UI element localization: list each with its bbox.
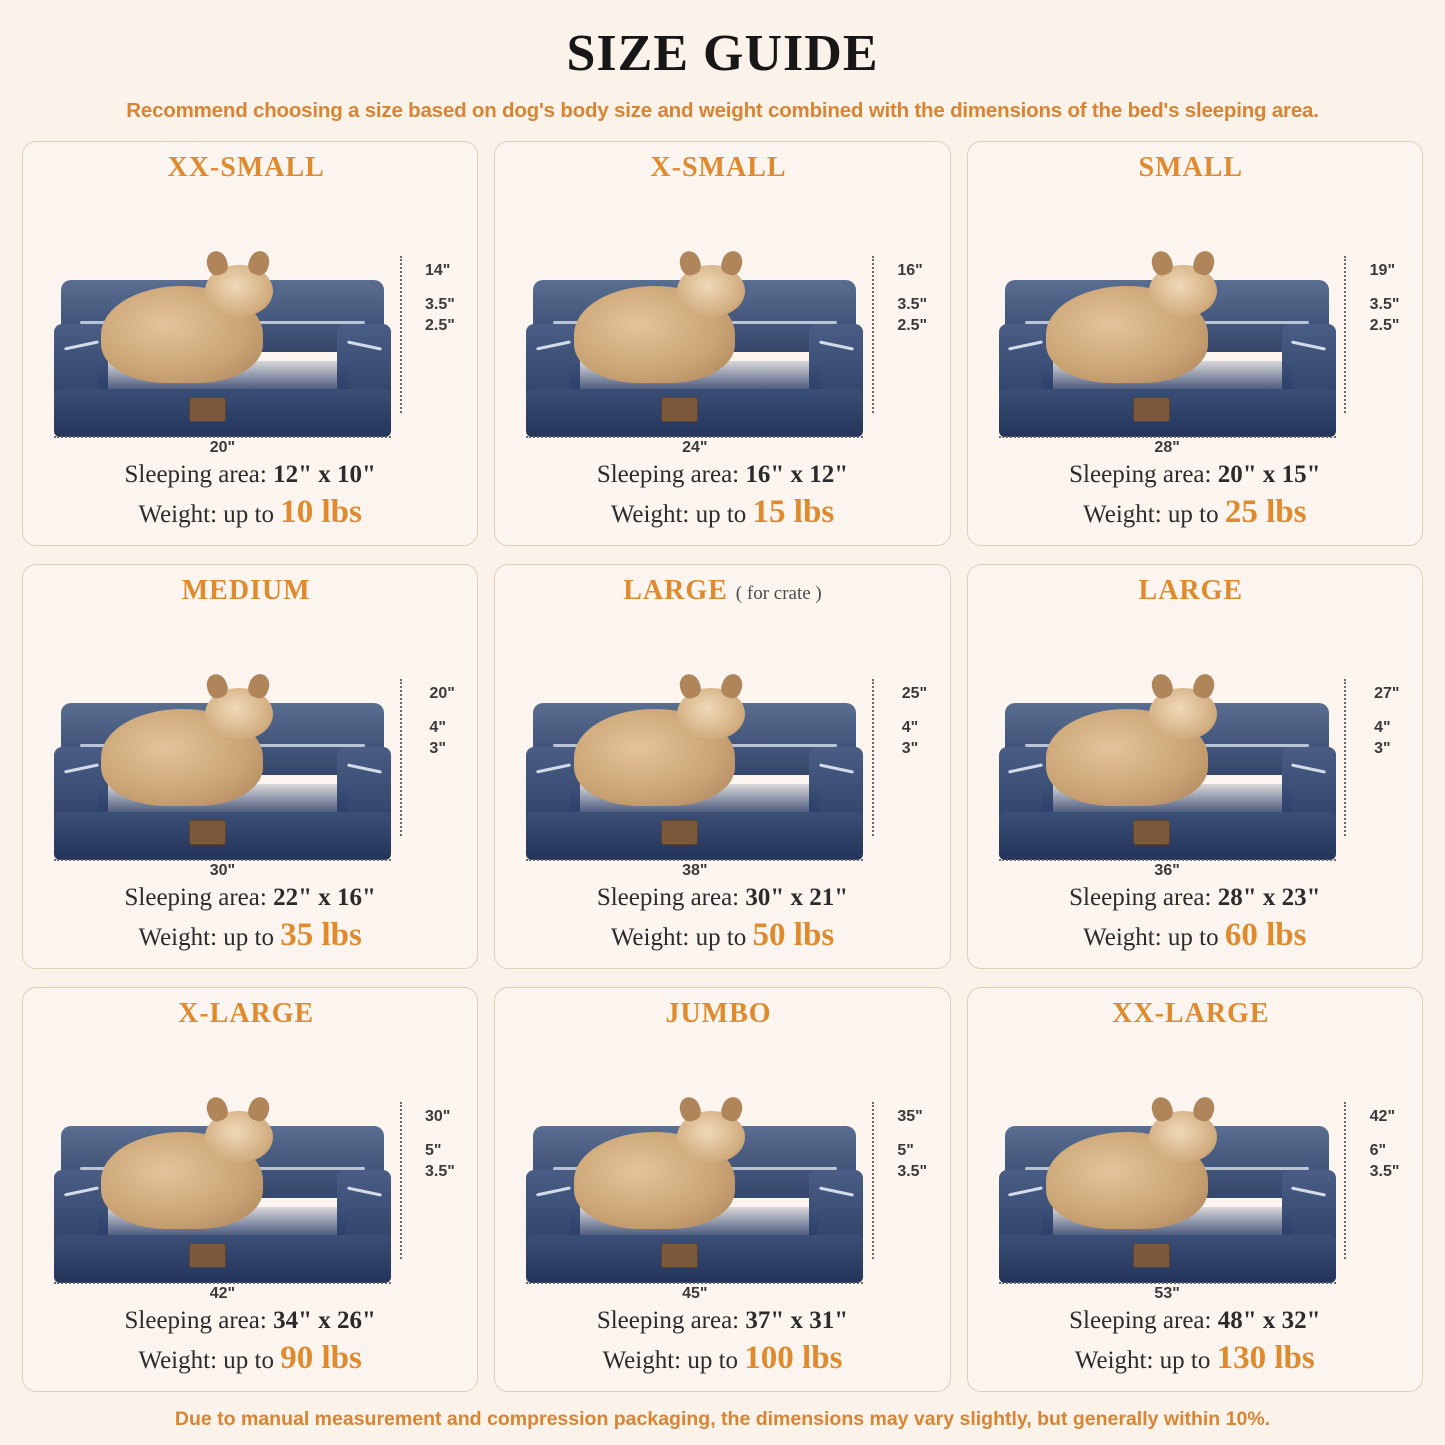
bed-brand-tag xyxy=(1133,820,1170,845)
bed-brand-tag xyxy=(661,1243,698,1268)
dimension-heights xyxy=(1370,1108,1400,1181)
dimension-guide-line xyxy=(872,679,874,836)
dog-head xyxy=(677,1111,745,1164)
weight-line xyxy=(982,492,1408,533)
size-name: JUMBO xyxy=(665,998,772,1029)
sleeping-area-line xyxy=(509,1305,935,1336)
size-card-specs xyxy=(37,882,463,957)
dog-ear-right xyxy=(719,671,746,700)
sleeping-area-line xyxy=(509,882,935,913)
size-card-specs xyxy=(509,459,935,534)
dimension-heights xyxy=(902,685,927,758)
sleeping-area-label: Sleeping area: xyxy=(1069,460,1218,488)
dimension-bolster-height: 4" xyxy=(901,719,919,737)
dimension-heights xyxy=(425,1108,455,1181)
weight-prefix: up to xyxy=(223,500,281,528)
dog-bed-graphic xyxy=(999,1126,1336,1283)
sleeping-area-label: Sleeping area: xyxy=(124,460,274,488)
dimension-length: 38" xyxy=(526,859,863,880)
sleeping-area-line xyxy=(37,459,463,490)
weight-value: 25 lbs xyxy=(1224,493,1307,530)
dimension-heights xyxy=(1374,685,1399,758)
dog-ear-left xyxy=(204,671,231,700)
dog-photo-french-bulldog xyxy=(1046,286,1208,383)
sleeping-area-value: 30" x 21" xyxy=(745,883,849,911)
size-card-specs xyxy=(37,1305,463,1380)
size-card-x-small xyxy=(494,141,950,546)
dog-bed-graphic xyxy=(526,280,863,437)
dimension-bolster-height: 6" xyxy=(1369,1142,1387,1160)
dimension-guide-line xyxy=(400,1102,402,1259)
sleeping-area-value: 16" x 12" xyxy=(745,460,849,488)
size-card-grid xyxy=(22,141,1423,1392)
weight-line xyxy=(37,1338,463,1379)
weight-prefix: up to xyxy=(1167,500,1225,528)
dog-ear-right xyxy=(246,671,273,700)
bed-illustration xyxy=(982,1032,1408,1303)
bed-illustration xyxy=(509,186,935,457)
bed-illustration xyxy=(509,609,935,880)
dog-ear-left xyxy=(204,248,231,277)
dog-ear-left xyxy=(676,1094,703,1123)
size-name-suffix: ( for crate ) xyxy=(735,583,822,604)
dog-ear-left xyxy=(1149,248,1176,277)
size-name: XX-LARGE xyxy=(1112,998,1270,1029)
sleeping-area-line xyxy=(37,882,463,913)
dog-bed-graphic xyxy=(999,280,1336,437)
bed-illustration xyxy=(982,609,1408,880)
dimension-heights xyxy=(897,262,927,335)
size-name: XX-SMALL xyxy=(167,152,325,183)
dimension-base-height: 2.5" xyxy=(897,316,928,334)
dimension-guide-line xyxy=(872,256,874,413)
size-card-title xyxy=(665,998,779,1030)
size-card-small xyxy=(967,141,1423,546)
dog-ear-right xyxy=(246,1094,273,1123)
dog-ear-left xyxy=(1149,1094,1176,1123)
weight-label: Weight: xyxy=(138,500,224,528)
dimension-width: 19" xyxy=(1369,261,1396,279)
sleeping-area-value: 22" x 16" xyxy=(273,883,376,911)
dog-photo-golden-retriever xyxy=(101,1132,263,1229)
dimension-heights xyxy=(429,685,454,758)
weight-value: 90 lbs xyxy=(280,1339,362,1376)
weight-label: Weight: xyxy=(138,923,224,951)
dimension-bolster-height: 5" xyxy=(424,1142,442,1160)
dog-head xyxy=(205,1111,273,1164)
dog-head xyxy=(677,688,745,741)
dimension-guide-line xyxy=(1344,256,1346,413)
dimension-bolster-height: 3.5" xyxy=(1369,296,1400,314)
sleeping-area-label: Sleeping area: xyxy=(124,883,274,911)
dimension-width: 27" xyxy=(1374,684,1400,702)
bed-brand-tag xyxy=(1133,1243,1170,1268)
dog-head xyxy=(1149,265,1217,318)
size-card-specs xyxy=(982,1305,1408,1380)
weight-line xyxy=(509,1338,935,1379)
sleeping-area-line xyxy=(509,459,935,490)
size-card-specs xyxy=(982,882,1408,957)
weight-line xyxy=(37,492,463,533)
size-card-title xyxy=(1112,998,1277,1030)
weight-prefix: up to xyxy=(695,923,753,951)
dog-photo-cat-ragdoll xyxy=(101,286,263,383)
page-title: SIZE GUIDE xyxy=(566,25,879,82)
weight-value: 130 lbs xyxy=(1216,1339,1315,1376)
sleeping-area-label: Sleeping area: xyxy=(596,460,746,488)
dog-head xyxy=(205,688,273,741)
bed-brand-tag xyxy=(189,397,226,422)
dimension-base-height: 3.5" xyxy=(897,1162,928,1180)
bed-brand-tag xyxy=(661,397,698,422)
dimension-width: 35" xyxy=(897,1107,923,1125)
dimension-bolster-height: 4" xyxy=(1374,719,1391,737)
weight-line xyxy=(982,915,1408,956)
size-card-large xyxy=(967,564,1423,969)
size-card-title xyxy=(623,575,822,607)
dog-ear-right xyxy=(1191,1094,1218,1123)
dog-photo-shih-tzu xyxy=(574,286,736,383)
dog-ear-right xyxy=(719,248,746,277)
dimension-width: 30" xyxy=(424,1107,451,1125)
dimension-base-height: 3" xyxy=(1374,739,1391,757)
sleeping-area-label: Sleeping area: xyxy=(1069,883,1218,911)
sleeping-area-value: 12" x 10" xyxy=(273,460,376,488)
weight-label: Weight: xyxy=(1083,500,1168,528)
dog-ear-right xyxy=(1191,248,1218,277)
dog-bed-graphic xyxy=(54,280,391,437)
dimension-length: 30" xyxy=(54,859,391,880)
dimension-length: 20" xyxy=(54,436,391,457)
dimension-base-height: 2.5" xyxy=(1369,316,1400,334)
dimension-base-height: 2.5" xyxy=(424,316,455,334)
dog-ear-right xyxy=(1191,671,1218,700)
size-card-title xyxy=(182,575,319,607)
size-card-title xyxy=(178,998,322,1030)
weight-line xyxy=(509,915,935,956)
weight-line xyxy=(509,492,935,533)
dimension-guide-line xyxy=(1344,1102,1346,1259)
weight-label: Weight: xyxy=(610,500,696,528)
sleeping-area-label: Sleeping area: xyxy=(596,1306,746,1334)
sleeping-area-label: Sleeping area: xyxy=(124,1306,274,1334)
size-card-title xyxy=(167,152,332,184)
page-subtitle: Recommend choosing a size based on dog's body size and weight combined with the dimensions of the bed's sleeping area. xyxy=(126,99,1319,122)
bed-illustration xyxy=(982,186,1408,457)
dimension-length: 28" xyxy=(999,436,1336,457)
size-card-specs xyxy=(982,459,1408,534)
bed-illustration xyxy=(37,609,463,880)
dimension-base-height: 3.5" xyxy=(424,1162,455,1180)
weight-value: 35 lbs xyxy=(280,916,362,953)
dog-photo-corgi xyxy=(101,709,263,806)
bed-brand-tag xyxy=(1133,397,1170,422)
dimension-width: 42" xyxy=(1369,1107,1396,1125)
bed-brand-tag xyxy=(189,1243,226,1268)
weight-label: Weight: xyxy=(1074,1346,1160,1374)
sleeping-area-label: Sleeping area: xyxy=(596,883,746,911)
size-card-specs xyxy=(509,882,935,957)
weight-prefix: up to xyxy=(223,1346,281,1374)
size-name: X-LARGE xyxy=(178,998,315,1029)
size-card-x-large xyxy=(22,987,478,1392)
dimension-guide-line xyxy=(872,1102,874,1259)
weight-label: Weight: xyxy=(138,1346,224,1374)
weight-value: 15 lbs xyxy=(752,493,835,530)
sleeping-area-line xyxy=(982,1305,1408,1336)
size-name: LARGE xyxy=(623,575,728,606)
bed-brand-tag xyxy=(189,820,226,845)
dog-bed-graphic xyxy=(54,1126,391,1283)
dog-bed-graphic xyxy=(526,1126,863,1283)
dimension-heights xyxy=(1370,262,1400,335)
dimension-base-height: 3" xyxy=(429,739,446,757)
dog-bed-graphic xyxy=(54,703,391,860)
dimension-guide-line xyxy=(1344,679,1346,836)
weight-prefix: up to xyxy=(1159,1346,1217,1374)
dog-photo-shiba-inu xyxy=(574,709,736,806)
dog-ear-right xyxy=(719,1094,746,1123)
dog-head xyxy=(677,265,745,318)
size-card-title xyxy=(1139,152,1252,184)
dimension-base-height: 3" xyxy=(901,739,919,757)
dimension-heights xyxy=(425,262,455,335)
dog-photo-labrador xyxy=(574,1132,736,1229)
weight-prefix: up to xyxy=(223,923,281,951)
sleeping-area-line xyxy=(982,459,1408,490)
dimension-length: 42" xyxy=(54,1282,391,1303)
size-card-specs xyxy=(37,459,463,534)
sleeping-area-value: 34" x 26" xyxy=(273,1306,376,1334)
dimension-bolster-height: 4" xyxy=(429,719,446,737)
size-card-title xyxy=(1139,575,1252,607)
size-card-title xyxy=(650,152,794,184)
bed-illustration xyxy=(37,1032,463,1303)
weight-value: 10 lbs xyxy=(280,493,362,530)
size-name: X-SMALL xyxy=(650,152,787,183)
dimension-heights xyxy=(897,1108,927,1181)
weight-prefix: up to xyxy=(695,500,753,528)
dog-ear-left xyxy=(1149,671,1176,700)
size-card-xx-small xyxy=(22,141,478,546)
dimension-bolster-height: 5" xyxy=(897,1142,914,1160)
sleeping-area-value: 28" x 23" xyxy=(1217,883,1321,911)
dimension-length: 53" xyxy=(999,1282,1336,1303)
dog-photo-rottweiler xyxy=(1046,1132,1208,1229)
size-card-xx-large xyxy=(967,987,1423,1392)
dimension-width: 20" xyxy=(429,684,455,702)
dimension-guide-line xyxy=(400,679,402,836)
weight-label: Weight: xyxy=(602,1346,688,1374)
size-card-specs xyxy=(509,1305,935,1380)
size-name: SMALL xyxy=(1138,152,1244,183)
dog-head xyxy=(1149,688,1217,741)
weight-value: 100 lbs xyxy=(744,1339,843,1376)
weight-label: Weight: xyxy=(610,923,696,951)
size-name: MEDIUM xyxy=(181,575,311,606)
sleeping-area-value: 48" x 32" xyxy=(1217,1306,1321,1334)
weight-prefix: up to xyxy=(687,1346,745,1374)
dog-photo-border-collie xyxy=(1046,709,1208,806)
dog-head xyxy=(205,265,273,318)
dog-ear-right xyxy=(246,248,273,277)
size-card-jumbo xyxy=(494,987,950,1392)
dimension-length: 24" xyxy=(526,436,863,457)
dimension-bolster-height: 3.5" xyxy=(897,296,928,314)
footnote: Due to manual measurement and compression packaging, the dimensions may vary slightly, but generally within 10%. xyxy=(174,1408,1271,1430)
dog-ear-left xyxy=(204,1094,231,1123)
size-card-medium xyxy=(22,564,478,969)
weight-prefix: up to xyxy=(1167,923,1225,951)
bed-brand-tag xyxy=(661,820,698,845)
dimension-length: 36" xyxy=(999,859,1336,880)
bed-illustration xyxy=(37,186,463,457)
size-card-large xyxy=(494,564,950,969)
weight-line xyxy=(982,1338,1408,1379)
dimension-base-height: 3.5" xyxy=(1369,1162,1400,1180)
sleeping-area-line xyxy=(982,882,1408,913)
weight-line xyxy=(37,915,463,956)
bed-illustration xyxy=(509,1032,935,1303)
dog-ear-left xyxy=(676,671,703,700)
sleeping-area-line xyxy=(37,1305,463,1336)
sleeping-area-value: 37" x 31" xyxy=(745,1306,849,1334)
dog-ear-left xyxy=(676,248,703,277)
dog-bed-graphic xyxy=(999,703,1336,860)
dog-bed-graphic xyxy=(526,703,863,860)
dimension-width: 16" xyxy=(897,261,923,279)
dimension-width: 14" xyxy=(424,261,451,279)
dimension-length: 45" xyxy=(526,1282,863,1303)
weight-value: 60 lbs xyxy=(1224,916,1307,953)
sleeping-area-label: Sleeping area: xyxy=(1069,1306,1218,1334)
dimension-bolster-height: 3.5" xyxy=(424,296,455,314)
sleeping-area-value: 20" x 15" xyxy=(1217,460,1321,488)
weight-label: Weight: xyxy=(1083,923,1168,951)
dog-head xyxy=(1149,1111,1217,1164)
size-name: LARGE xyxy=(1138,575,1244,606)
weight-value: 50 lbs xyxy=(752,916,835,953)
dimension-width: 25" xyxy=(901,684,928,702)
dimension-guide-line xyxy=(400,256,402,413)
